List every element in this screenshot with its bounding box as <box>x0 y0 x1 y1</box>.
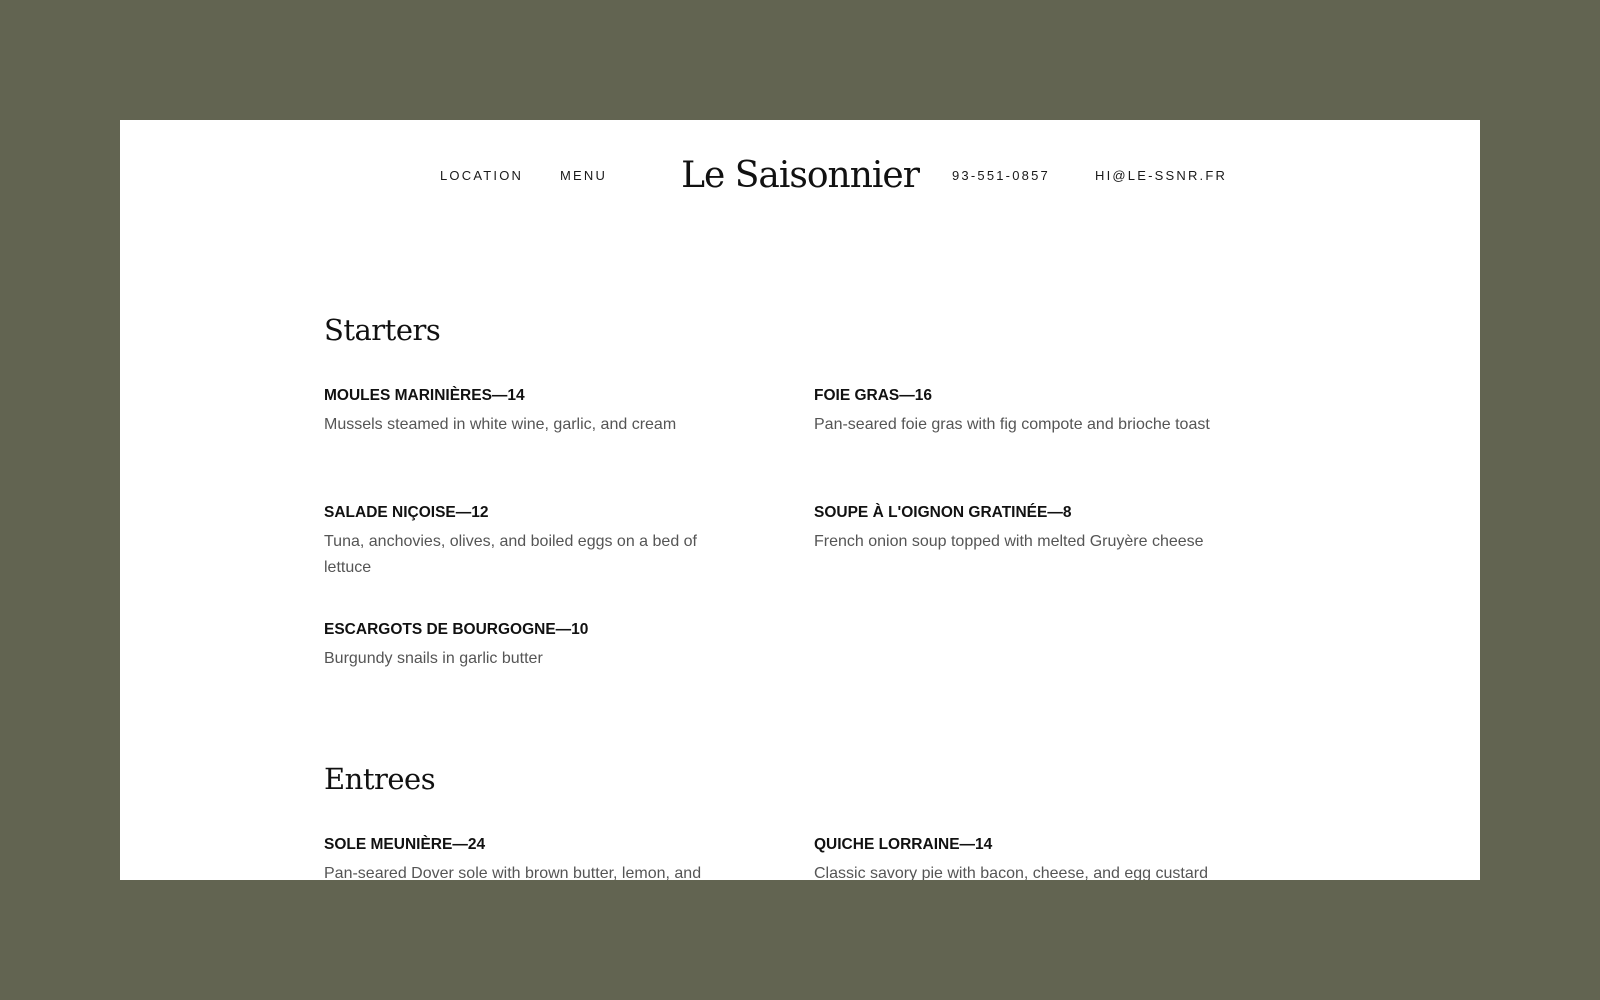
entrees-list <box>324 835 1284 880</box>
brand-logo[interactable]: Le Saisonnier <box>681 155 919 196</box>
menu-item-description: Classic savory pie with bacon, cheese, and egg custard <box>814 865 1208 880</box>
menu-item-description: Burgundy snails in garlic butter <box>324 650 543 667</box>
menu-item-name: FOIE GRAS—16 <box>814 387 932 404</box>
menu-item-name: MOULES MARINIÈRES—14 <box>324 387 525 404</box>
nav-location-link[interactable]: LOCATION <box>440 168 524 183</box>
menu-item-description: French onion soup topped with melted Gruyère cheese <box>814 533 1204 550</box>
entrees-section <box>324 759 1284 880</box>
menu-item-description: Pan-seared foie gras with fig compote and brioche toast <box>814 416 1210 433</box>
menu-item <box>324 620 814 672</box>
menu-item-description: Mussels steamed in white wine, garlic, and cream <box>324 416 677 433</box>
menu-item-description: Pan-seared Dover sole with brown butter, lemon, and <box>324 865 702 880</box>
nav-phone-link[interactable]: 93-551-0857 <box>952 168 1050 183</box>
nav-menu-link[interactable]: MENU <box>560 168 608 183</box>
nav-email-link[interactable]: HI@LE-SSNR.FR <box>1095 168 1228 183</box>
menu-item <box>814 503 1244 580</box>
menu-item <box>324 386 814 463</box>
menu-item-name: SALADE NIÇOISE—12 <box>324 504 489 521</box>
menu-item-name: ESCARGOTS DE BOURGOGNE—10 <box>324 621 589 638</box>
menu-item-name: SOUPE À L'OIGNON GRATINÉE—8 <box>814 504 1072 521</box>
page-panel <box>120 120 1480 880</box>
menu-item-name: SOLE MEUNIÈRE—24 <box>324 836 486 853</box>
section-title-entrees: Entrees <box>324 762 436 796</box>
menu-item-name: QUICHE LORRAINE—14 <box>814 836 993 853</box>
menu-item <box>324 835 814 880</box>
section-title-starters: Starters <box>324 313 441 347</box>
menu-item <box>324 503 814 580</box>
site-header <box>120 120 1480 232</box>
menu-item <box>814 386 1244 463</box>
menu-item-description: Tuna, anchovies, olives, and boiled eggs on a bed of lettuce <box>324 533 697 576</box>
starters-section <box>324 310 1284 672</box>
menu-item <box>814 835 1244 880</box>
starters-list <box>324 386 1284 672</box>
